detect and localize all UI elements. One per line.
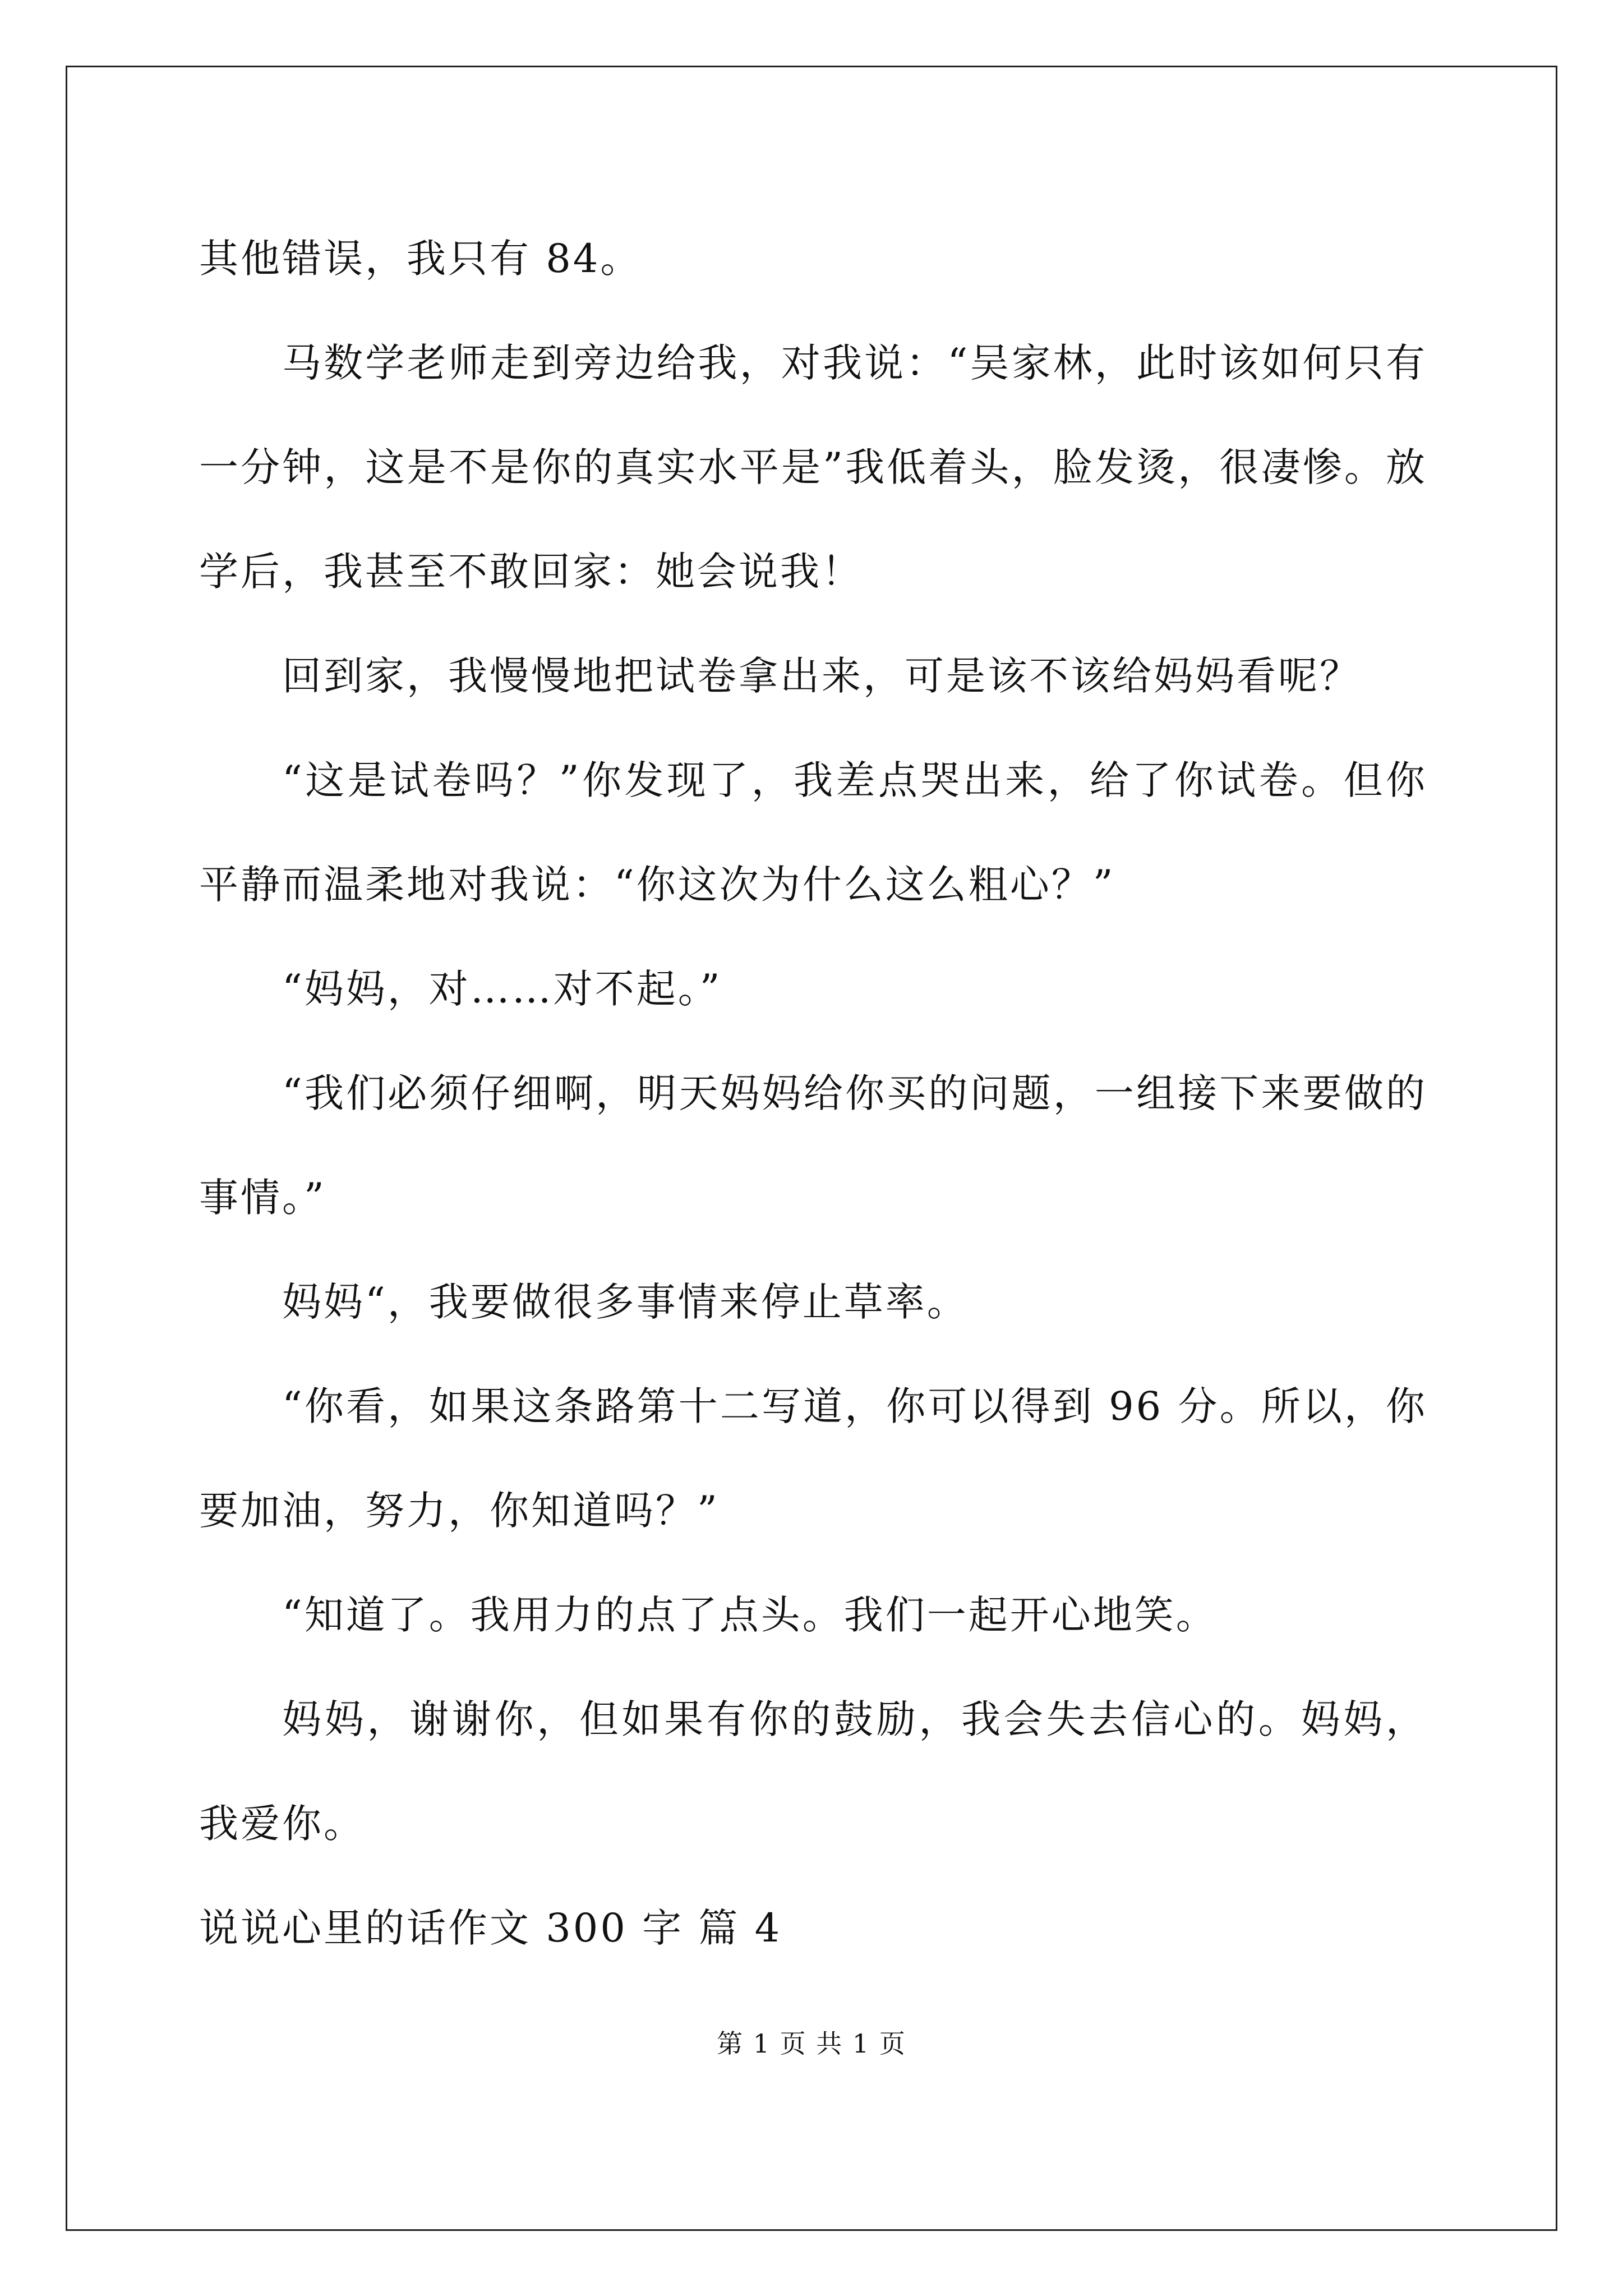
document-body [199,206,1427,1980]
paragraph-9: “知道了。我用力的点了点头。我们一起开心地笑。 [282,1592,1218,1638]
paragraph-4: “这是试卷吗？”你发现了，我差点哭出来，给了你试卷。但你平静而温柔地对我说：“你这次为什么这么粗心？” [199,757,1427,908]
paragraph-1: 其他错误，我只有 84。 [199,236,642,282]
paragraph-6: “我们必须仔细啊，明天妈妈给你买的问题，一组接下来要做的事情。” [199,1070,1427,1221]
paragraph-2: 马数学老师走到旁边给我，对我说：“吴家林，此时该如何只有一分钟，这是不是你的真实水平是”我低着头，脸发烫，很凄惨。放学后，我甚至不敢回家：她会说我！ [199,340,1427,595]
paragraph-8: “你看，如果这条路第十二写道，你可以得到 96 分。所以，你要加油，努力，你知道吗？” [199,1383,1427,1534]
paragraph-10: 妈妈，谢谢你，但如果有你的鼓励，我会失去信心的。妈妈，我爱你。 [199,1696,1427,1847]
paragraph-3: 回到家，我慢慢地把试卷拿出来，可是该不该给妈妈看呢？ [282,653,1361,699]
paragraph-7: 妈妈“，我要做很多事情来停止草率。 [282,1279,969,1325]
section-heading: 说说心里的话作文 300 字 篇 4 [199,1905,782,1951]
page-number-footer: 第 1 页 共 1 页 [717,2028,906,2059]
paragraph-5: “妈妈，对……对不起。” [282,966,722,1012]
